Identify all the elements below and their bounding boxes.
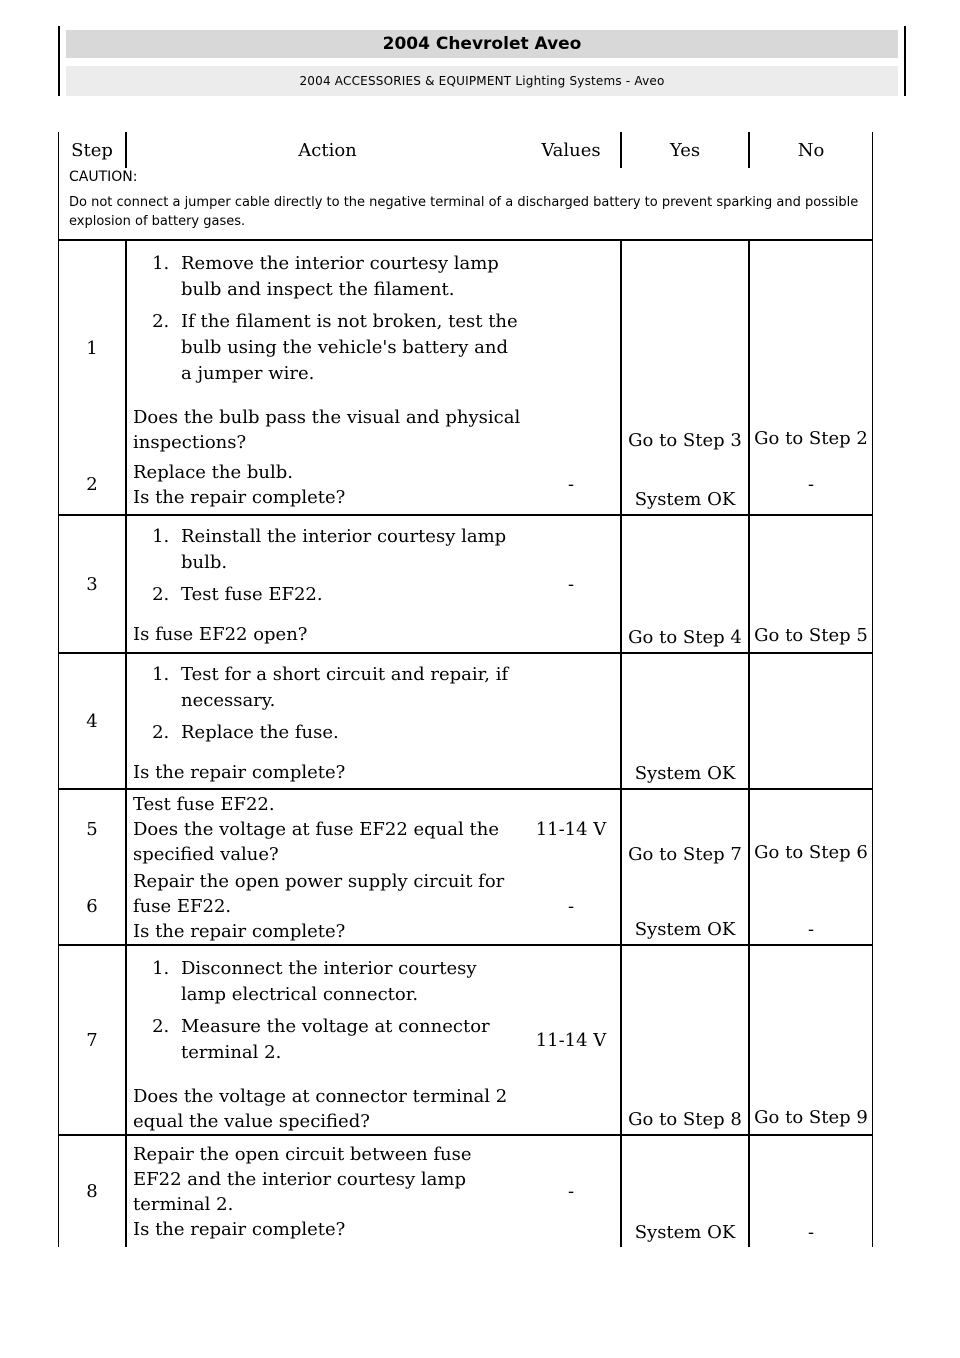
action-cell bbox=[126, 455, 522, 515]
action-text: Repair the open power supply circuit for fuse EF22. bbox=[133, 871, 505, 917]
table-row bbox=[59, 653, 873, 789]
no-cell: Go to Step 2 bbox=[749, 240, 873, 455]
no-cell: - bbox=[749, 1135, 873, 1247]
action-cell bbox=[126, 789, 522, 869]
action-text: Replace the bulb. bbox=[133, 461, 293, 483]
column-header-action: Action bbox=[298, 139, 357, 161]
diagnostic-table bbox=[58, 132, 873, 1247]
column-header-step: Step bbox=[59, 132, 127, 168]
step-number: 5 bbox=[59, 789, 127, 869]
list-item: 2. Test fuse EF22. bbox=[175, 582, 522, 608]
column-header-yes: Yes bbox=[621, 132, 749, 168]
action-list bbox=[133, 524, 522, 608]
action-cell bbox=[126, 240, 522, 455]
yes-cell: System OK bbox=[621, 869, 749, 945]
no-cell bbox=[749, 653, 873, 789]
document-subtitle: 2004 ACCESSORIES & EQUIPMENT Lighting Systems - Aveo bbox=[66, 66, 898, 96]
action-cell bbox=[126, 945, 522, 1135]
step-number: 7 bbox=[59, 945, 127, 1135]
action-question: Does the bulb pass the visual and physical inspections? bbox=[133, 407, 521, 453]
value-cell: - bbox=[567, 896, 575, 917]
step-number: 8 bbox=[59, 1135, 127, 1247]
table-row bbox=[59, 869, 873, 945]
list-item: 2. Measure the voltage at connector terminal 2. bbox=[175, 1014, 522, 1066]
document-title: 2004 Chevrolet Aveo bbox=[66, 30, 898, 58]
table-header-row bbox=[59, 132, 873, 168]
step-number: 4 bbox=[59, 653, 127, 789]
caution-label: CAUTION: bbox=[69, 169, 138, 185]
action-cell bbox=[126, 1135, 522, 1247]
table-row bbox=[59, 240, 873, 455]
table-row bbox=[59, 789, 873, 869]
action-question: Is fuse EF22 open? bbox=[133, 624, 308, 645]
column-header-no: No bbox=[749, 132, 873, 168]
list-item: 1. Disconnect the interior courtesy lamp electrical connector. bbox=[175, 956, 522, 1008]
yes-cell: System OK bbox=[621, 455, 749, 515]
yes-cell: System OK bbox=[621, 1135, 749, 1247]
no-cell: - bbox=[749, 869, 873, 945]
step-number: 6 bbox=[59, 869, 127, 945]
value-cell: 11-14 V bbox=[522, 789, 621, 869]
step-number: 1 bbox=[59, 240, 127, 455]
action-cell bbox=[126, 515, 522, 653]
action-question: Is the repair complete? bbox=[133, 1218, 346, 1240]
table-row bbox=[59, 945, 873, 1135]
no-cell: Go to Step 5 bbox=[749, 515, 873, 653]
action-cell bbox=[126, 869, 522, 945]
action-list bbox=[133, 956, 522, 1066]
value-cell: - bbox=[522, 515, 621, 653]
action-cell bbox=[126, 653, 522, 789]
yes-cell: System OK bbox=[621, 653, 749, 789]
list-item: 2. If the filament is not broken, test the bulb using the vehicle's battery and a jumper wire. bbox=[175, 309, 522, 387]
page-header bbox=[58, 26, 906, 96]
no-cell: - bbox=[749, 455, 873, 515]
list-item: 1. Remove the interior courtesy lamp bulb and inspect the filament. bbox=[175, 251, 522, 303]
no-cell: Go to Step 9 bbox=[749, 945, 873, 1135]
action-list bbox=[133, 662, 522, 746]
value-cell: - bbox=[567, 474, 575, 495]
yes-cell: Go to Step 4 bbox=[621, 515, 749, 653]
value-cell bbox=[522, 240, 621, 455]
step-number: 3 bbox=[59, 515, 127, 653]
action-text: Repair the open circuit between fuse EF22 and the interior courtesy lamp terminal 2. bbox=[133, 1143, 472, 1215]
caution-text: Do not connect a jumper cable directly to the negative terminal of a discharged battery to prevent sparking and possible explosion of battery gases. bbox=[69, 195, 859, 229]
action-question: Is the repair complete? bbox=[133, 762, 346, 783]
yes-cell: Go to Step 8 bbox=[621, 945, 749, 1135]
caution-row bbox=[59, 168, 873, 240]
list-item: 1. Reinstall the interior courtesy lamp bulb. bbox=[175, 524, 522, 576]
list-item: 1. Test for a short circuit and repair, if necessary. bbox=[175, 662, 522, 714]
table-row bbox=[59, 1135, 873, 1247]
action-question: Is the repair complete? bbox=[133, 921, 346, 942]
column-header-values: Values bbox=[522, 132, 621, 168]
yes-cell: Go to Step 7 bbox=[621, 789, 749, 869]
table-row bbox=[59, 515, 873, 653]
list-item: 2. Replace the fuse. bbox=[175, 720, 522, 746]
no-cell: Go to Step 6 bbox=[749, 789, 873, 869]
action-list bbox=[133, 251, 522, 387]
value-cell: 11-14 V bbox=[522, 945, 621, 1135]
value-cell: - bbox=[522, 1135, 621, 1247]
action-text: Test fuse EF22. bbox=[133, 794, 275, 815]
action-question: Does the voltage at fuse EF22 equal the specified value? bbox=[133, 819, 499, 865]
yes-cell: Go to Step 3 bbox=[621, 240, 749, 455]
action-question: Is the repair complete? bbox=[133, 486, 346, 508]
value-cell bbox=[522, 653, 621, 789]
table-row bbox=[59, 455, 873, 515]
step-number: 2 bbox=[59, 455, 127, 515]
action-question: Does the voltage at connector terminal 2 equal the value specified? bbox=[133, 1086, 508, 1132]
